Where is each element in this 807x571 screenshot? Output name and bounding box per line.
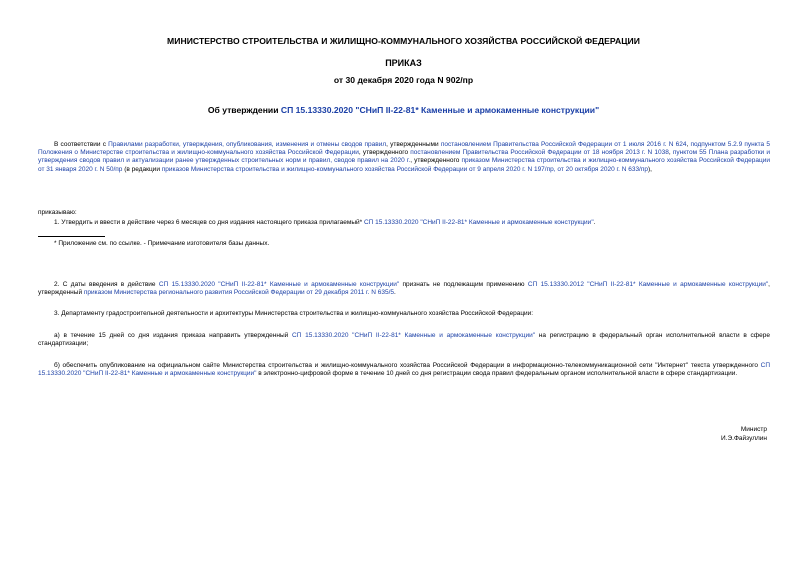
link-plan-clause-55[interactable]: пунктом 55 Плана разработки и утверждения сводов правил и актуализации ранее утвержденных строительных норм и правил, сводов правил на 2020 г. xyxy=(38,149,770,165)
link-resolution-1038[interactable]: постановлением Правительства Российской Федерации от 18 ноября 2013 г. N 1038 xyxy=(410,149,669,157)
preamble-text: ), xyxy=(648,165,652,173)
link-orders-197-633[interactable]: приказов Министерства строительства и жилищно-коммунального хозяйства Российской Федерации от 9 апреля 2020 г. N 197/пр, от 20 октября 2020 г. N 633/пр xyxy=(161,165,648,173)
item-3b xyxy=(38,362,770,378)
preamble-text: , утвержденными xyxy=(386,141,441,148)
signer-position: Министр xyxy=(740,426,767,433)
footnote-divider xyxy=(38,236,105,237)
preamble-text: , xyxy=(686,141,691,148)
link-order-50[interactable]: приказом Министерства строительства и жилищно-коммунального хозяйства Российской Федерации от 31 января 2020 г. N 50/пр xyxy=(38,157,770,173)
item-2-text: . xyxy=(394,289,396,297)
title-prefix: Об утверждении xyxy=(207,105,281,115)
item-2-text: признать не подлежащим применению xyxy=(399,281,528,288)
item-3a-text: а) в течение 15 дней со дня издания приказа направить утвержденный xyxy=(54,332,292,339)
preamble-text: (в редакции xyxy=(122,165,162,173)
link-rules[interactable]: Правилами разработки, утверждения, опубликования, изменения и отмены сводов правил xyxy=(108,141,387,148)
preamble-text: В соответствии с xyxy=(54,141,109,148)
doc-title xyxy=(0,105,807,115)
preamble-paragraph xyxy=(38,141,770,174)
link-sp-15-2020[interactable]: СП 15.13330.2020 "СНиП II-22-81* Каменные и армокаменные конструкции" xyxy=(363,219,594,226)
signature-block xyxy=(721,425,767,443)
preamble-text: , xyxy=(668,149,673,157)
item-2-text: , утвержденный xyxy=(38,281,770,297)
title-link[interactable]: СП 15.13330.2020 "СНиП II-22-81* Каменные и армокаменные конструкции" xyxy=(280,105,600,115)
preamble-text: , утвержденного xyxy=(358,149,411,157)
signer-name: И.Э.Файзуллин xyxy=(721,435,767,442)
item-1-text: . xyxy=(593,219,596,226)
preamble-text: , утвержденного xyxy=(410,157,462,165)
link-sp-15-2020[interactable]: СП 15.13330.2020 "СНиП II-22-81* Каменные и армокаменные конструкции" xyxy=(292,332,536,339)
item-2-text: 2. С даты введения в действие xyxy=(54,281,159,288)
doc-type-heading: ПРИКАЗ xyxy=(385,58,422,68)
link-resolution-624[interactable]: постановлением Правительства Российской Федерации от 1 июля 2016 г. N 624 xyxy=(440,141,687,148)
link-sp-15-2020[interactable]: СП 15.13330.2020 "СНиП II-22-81* Каменные и армокаменные конструкции" xyxy=(38,362,770,378)
link-sp-15-2012[interactable]: СП 15.13330.2012 "СНиП II-22-81* Каменные и армокаменные конструкции" xyxy=(527,281,769,288)
item-3b-text: в электронно-цифровой форме в течение 10 дней со дня регистрации свода правил федеральным органом исполнительной власти в сфере стандартизации. xyxy=(256,370,738,378)
item-2 xyxy=(38,281,770,297)
item-3a xyxy=(38,332,770,348)
link-order-635-5[interactable]: приказом Министерства регионального развития Российской Федерации от 29 декабря 2011 г. N 635/5 xyxy=(83,289,395,297)
date-number-heading: от 30 декабря 2020 года N 902/пр xyxy=(333,75,474,85)
link-subclause-5-2-9[interactable]: подпунктом 5.2.9 пункта 5 Положения о Министерстве строительства и жилищно-коммунального хозяйства Российской Федерации xyxy=(38,141,770,157)
footnote: * Приложение см. по ссылке. - Примечание изготовителя базы данных. xyxy=(54,240,270,247)
item-3b-text: б) обеспечить опубликование на официальном сайте Министерства строительства и жилищно-коммунального хозяйства Российской Федерации в информационно-телекоммуникационной сети "Интернет" текста утвержденного xyxy=(54,362,761,369)
item-3a-text: на регистрацию в федеральный орган исполнительной власти в сфере стандартизации; xyxy=(38,332,770,348)
link-sp-15-2020[interactable]: СП 15.13330.2020 "СНиП II-22-81* Каменные и армокаменные конструкции" xyxy=(158,281,400,288)
item-1-text: 1. Утвердить и ввести в действие через 6 месяцев со дня издания настоящего приказа прилагаемый* xyxy=(54,219,364,226)
orders-word: приказываю: xyxy=(38,209,77,216)
item-3: 3. Департаменту градостроительной деятельности и архитектуры Министерства строительства и жилищно-коммунального хозяйства Российской Федерации: xyxy=(54,310,534,317)
item-1 xyxy=(38,219,770,227)
ministry-heading: МИНИСТЕРСТВО СТРОИТЕЛЬСТВА И ЖИЛИЩНО-КОММУНАЛЬНОГО ХОЗЯЙСТВА РОССИЙСКОЙ ФЕДЕРАЦИИ xyxy=(167,36,640,46)
